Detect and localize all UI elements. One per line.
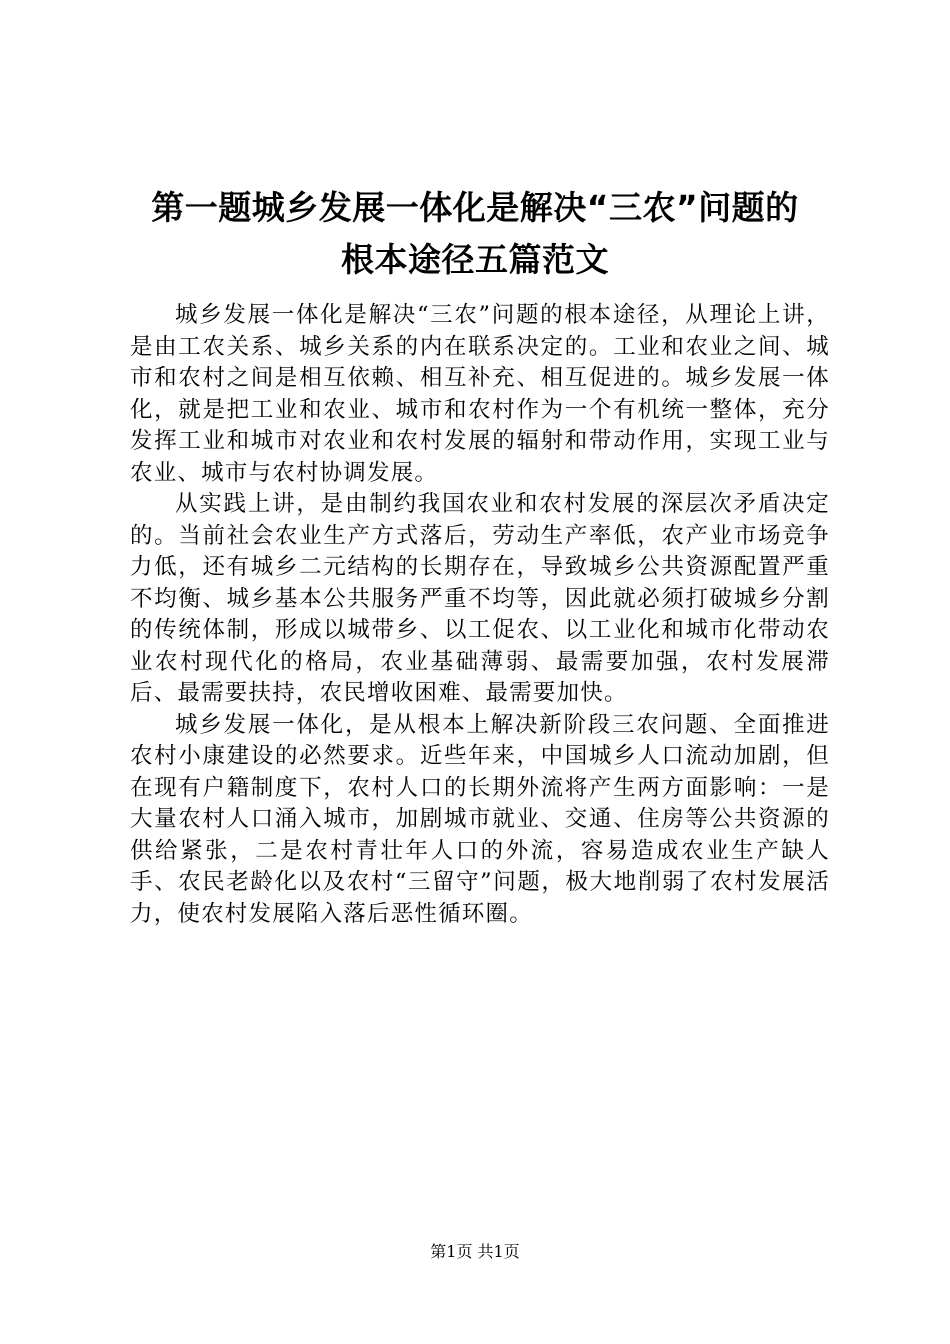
document-title [110,182,840,286]
title-line-1: 第一题城乡发展一体化是解决“三农”问题的 [151,188,799,228]
paragraph-3: 城乡发展一体化，是从根本上解决新阶段三农问题、全面推进农村小康建设的必然要求。近些年来，中国城乡人口流动加剧，但在现有户籍制度下，农村人口的长期外流将产生两方面影响：一是大量农村人口涌入城市，加剧城市就业、交通、住房等公共资源的供给紧张，二是农村青壮年人口的外流，容易造成农业生产缺人手、农民老龄化以及农村“三留守”问题，极大地削弱了农村发展活力，使农村发展陷入落后恶性循环圈。 [130,711,830,927]
page-footer: 第1页 共1页 [430,1242,520,1261]
title-line-2: 根本途径五篇范文 [341,240,609,280]
document-body [130,300,830,930]
paragraph-1: 城乡发展一体化是解决“三农”问题的根本途径，从理论上讲，是由工农关系、城乡关系的内在联系决定的。工业和农业之间、城市和农村之间是相互依赖、相互补充、相互促进的。城乡发展一体化，就是把工业和农业、城市和农村作为一个有机统一整体，充分发挥工业和城市对农业和农村发展的辐射和带动作用，实现工业与农业、城市与农村协调发展。 [130,302,830,486]
paragraph-2: 从实践上讲，是由制约我国农业和农村发展的深层次矛盾决定的。当前社会农业生产方式落后，劳动生产率低，农产业市场竞争力低，还有城乡二元结构的长期存在，导致城乡公共资源配置严重不均衡、城乡基本公共服务严重不均等，因此就必须打破城乡分割的传统体制，形成以城带乡、以工促农、以工业化和城市化带动农业农村现代化的格局，农业基础薄弱、最需要加强，农村发展滞后、最需要扶持，农民增收困难、最需要加快。 [130,491,830,706]
